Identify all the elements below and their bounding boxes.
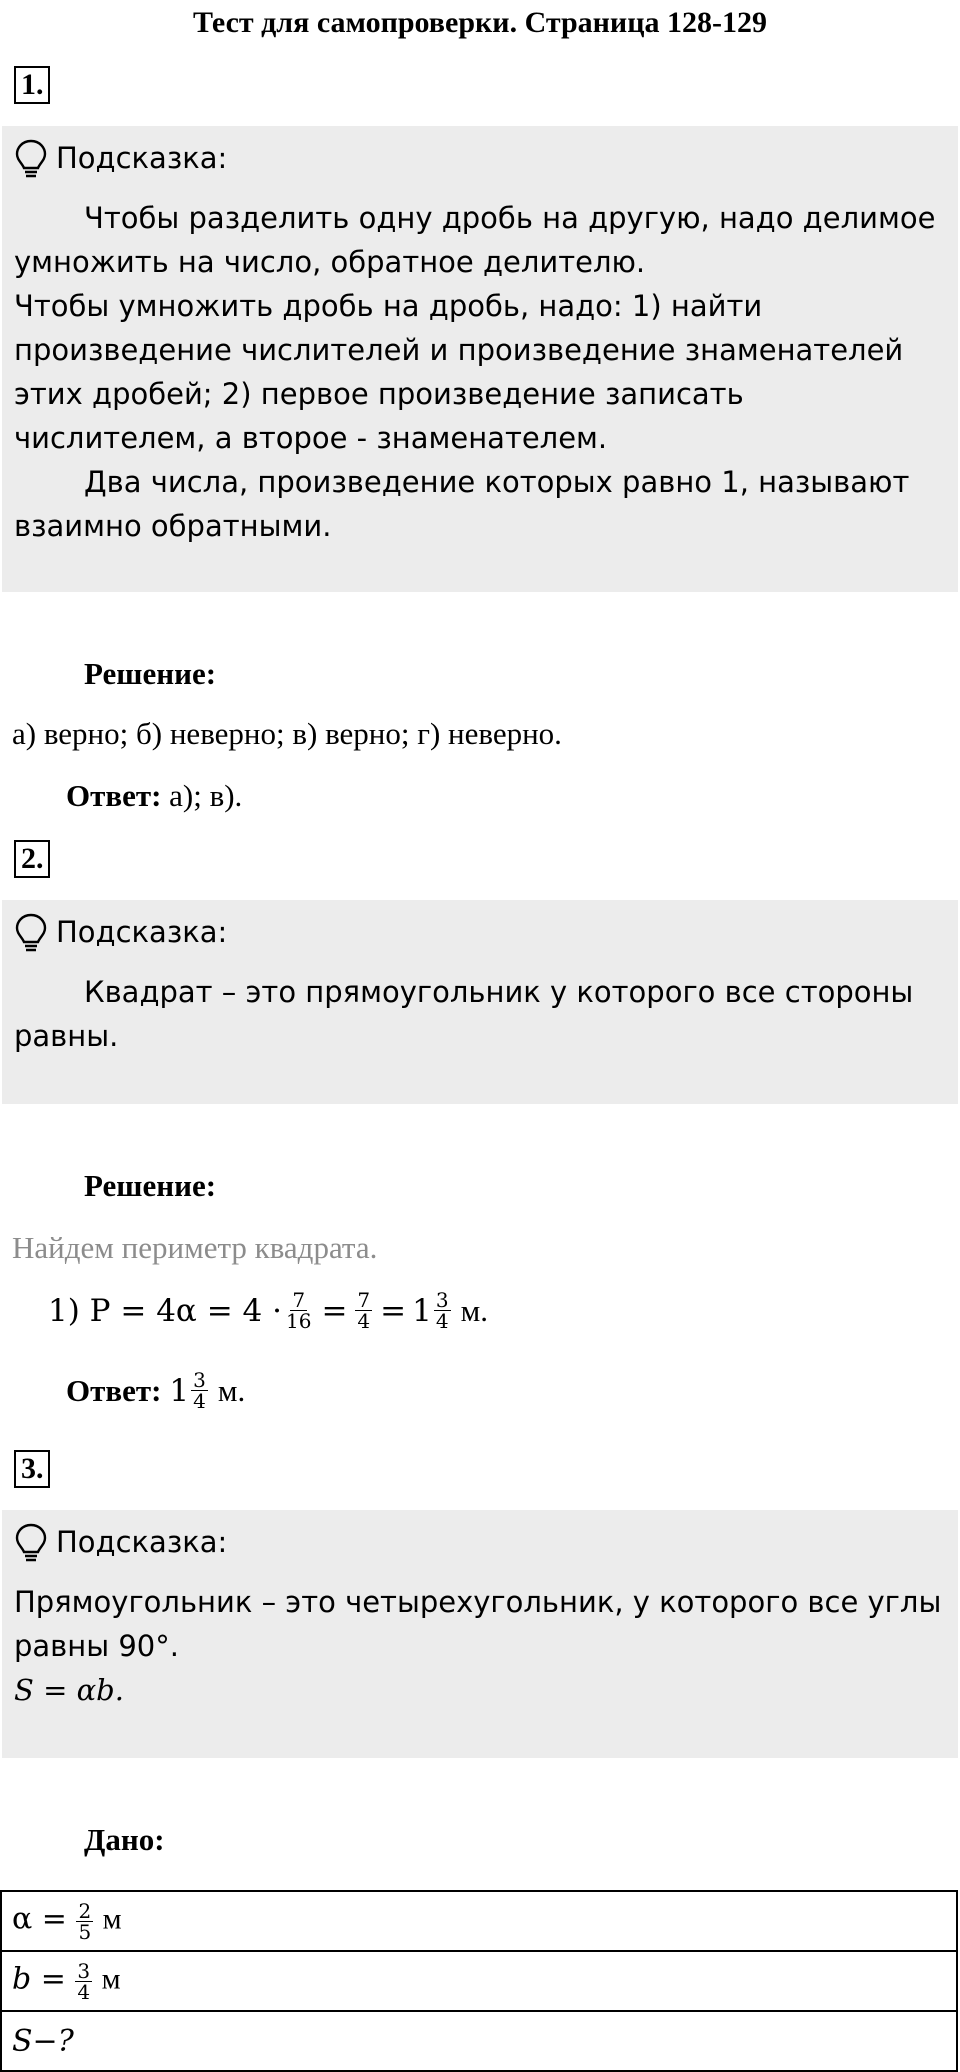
- hint-text: Квадрат – это прямоугольник у которого все стороны равны.: [14, 975, 914, 1053]
- fraction: [75, 1958, 92, 2004]
- numerator: 2: [78, 1898, 92, 1923]
- hint-title: Подсказка:: [56, 915, 228, 949]
- denominator: 4: [435, 1309, 449, 1333]
- given-label: Дано:: [84, 1822, 165, 1857]
- denominator: 4: [357, 1309, 371, 1333]
- formula-prefix: 1) P = 4α = 4 ·: [48, 1292, 282, 1329]
- answer-line: [66, 1370, 245, 1411]
- hint-box-3: [2, 1510, 958, 1758]
- perimeter-formula: 1) P = 4α = 4 · $\frac{7}{16}$ = $\frac{7}{4}$ = 1 $\frac{3}{4}$ м.: [48, 1288, 488, 1333]
- numerator: 7: [357, 1288, 371, 1312]
- fraction: [191, 1370, 208, 1411]
- unit: м: [102, 1901, 122, 1935]
- task-number-3: 3.: [14, 1450, 50, 1488]
- hint-text: Чтобы умножить дробь на дробь, надо: 1) найти произведение числителей и произведение знаменателей этих дробей; 2) первое произведение записать числителем, а второе - знаменателем.: [14, 289, 904, 455]
- table-row: [1, 1891, 957, 1951]
- given-table: [0, 1890, 958, 2072]
- answer-line: [66, 778, 242, 814]
- answer-whole: 1: [169, 1372, 190, 1409]
- task-number-2: 2.: [14, 840, 50, 878]
- fraction: [434, 1290, 451, 1331]
- table-row: [1, 2011, 957, 2071]
- lightbulb-icon: [14, 1522, 48, 1562]
- hint-box-1: [2, 126, 958, 592]
- page-title: Тест для самопроверки. Страница 128-129: [193, 6, 767, 39]
- table-row: [1, 1951, 957, 2011]
- answer-label: Ответ:: [66, 778, 162, 813]
- hint-text: Прямоугольник – это четырехугольник, у которого все углы равны 90°.: [14, 1585, 942, 1663]
- unit: м: [101, 1961, 121, 1995]
- solution-text: а) верно; б) неверно; в) верно; г) неверно.: [12, 716, 562, 751]
- numerator: 3: [435, 1288, 449, 1312]
- solution-label: Решение:: [84, 656, 217, 691]
- hint-title: Подсказка:: [56, 1525, 228, 1559]
- given-lhs: α =: [12, 1900, 67, 1936]
- lightbulb-icon: [14, 912, 48, 952]
- area-formula: S = αb.: [14, 1673, 124, 1707]
- lightbulb-icon: [14, 138, 48, 178]
- task-number-1: 1.: [14, 66, 50, 104]
- denominator: 4: [77, 1979, 91, 2004]
- hint-text: Чтобы разделить одну дробь на другую, надо делимое умножить на число, обратное делителю.: [14, 201, 936, 279]
- hint-title: Подсказка:: [56, 141, 228, 175]
- given-cell: [1, 2011, 957, 2071]
- denominator: 5: [78, 1919, 92, 1944]
- unit: м.: [217, 1372, 246, 1408]
- numerator: 3: [77, 1958, 91, 1983]
- denominator: 4: [193, 1389, 206, 1413]
- given-cell: [1, 1951, 957, 2011]
- mixed-whole: 1: [412, 1292, 432, 1329]
- answer-label: Ответ:: [66, 1372, 162, 1408]
- solution-label: Решение:: [84, 1168, 217, 1203]
- fraction: [355, 1290, 372, 1331]
- solution-text: Найдем периметр квадрата.: [12, 1230, 378, 1265]
- hint-text: Два числа, произведение которых равно 1, называют взаимно обратными.: [14, 465, 910, 543]
- denominator: 16: [285, 1309, 312, 1333]
- numerator: 3: [193, 1368, 206, 1392]
- answer-value: а); в).: [169, 778, 243, 813]
- given-cell: [1, 1891, 957, 1951]
- fraction: [76, 1898, 93, 1944]
- given-lhs: S−?: [12, 2023, 74, 2059]
- numerator: 7: [292, 1288, 306, 1312]
- unit: м.: [460, 1292, 488, 1328]
- given-lhs: b =: [12, 1960, 66, 1996]
- hint-box-2: [2, 900, 958, 1104]
- fraction: [284, 1290, 313, 1331]
